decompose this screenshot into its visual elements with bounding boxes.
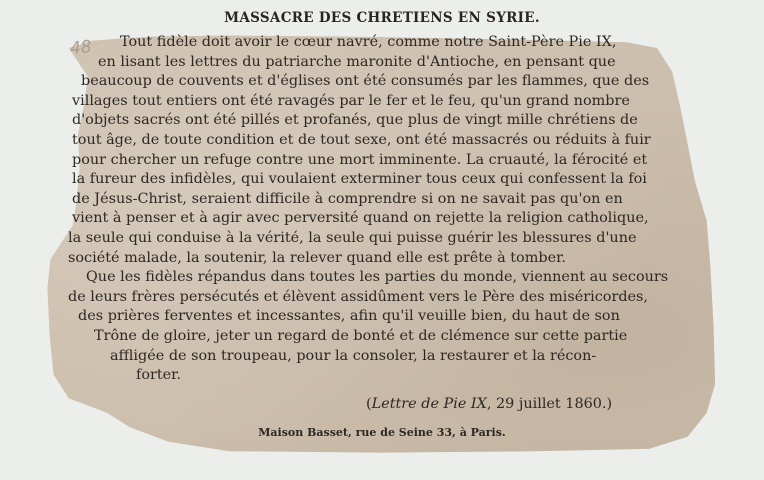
text-line: vient à penser et à agir avec perversité quand on rejette la religion catholique,: [72, 210, 649, 227]
pencil-mark: 48: [69, 36, 93, 60]
text-line: de leurs frères persécutés et élèvent assidûment vers le Père des miséricordes,: [68, 288, 649, 305]
text-line: la seule qui conduise à la vérité, la seule qui puisse guérir les blessures d'une: [68, 230, 637, 246]
signature-date: , 29 juillet 1860.): [486, 396, 613, 412]
text-line: forter.: [136, 367, 182, 384]
text-line: des prières ferventes et incessantes, afin qu'il veuille bien, du haut de son: [78, 308, 620, 325]
text-line: société malade, la soutenir, la relever quand elle est prête à tomber.: [68, 249, 566, 266]
text-line: pour chercher un refuge contre une mort imminente. La cruauté, la férocité et: [72, 151, 648, 168]
text-line: tout âge, de toute condition et de tout sexe, ont été massacrés ou réduits à fuir: [72, 132, 651, 148]
text-line: Trône de gloire, jeter un regard de bonté et de clémence sur cette partie: [94, 328, 628, 344]
text-line: en lisant les lettres du patriarche maronite d'Antioche, en pensant que: [98, 53, 616, 70]
text-line: affligée de son troupeau, pour la consoler, la restaurer et la récon-: [110, 347, 597, 364]
text-line: Tout fidèle doit avoir le cœur navré, comme notre Saint-Père Pie IX,: [120, 34, 617, 50]
printer-imprint: Maison Basset, rue de Seine 33, à Paris.: [258, 426, 506, 439]
signature-open: (: [366, 396, 372, 412]
text-line: Que les fidèles répandus dans toutes les parties du monde, viennent au secours: [86, 269, 669, 286]
signature-source: Lettre de Pie IX: [371, 396, 487, 412]
document-title: MASSACRE DES CHRETIENS EN SYRIE.: [224, 10, 540, 26]
text-line: de Jésus-Christ, seraient difficile à comprendre si on ne savait pas qu'on en: [72, 190, 623, 207]
text-line: beaucoup de couvents et d'églises ont été consumés par les flammes, que des: [81, 73, 650, 90]
text-line: la fureur des infidèles, qui voulaient exterminer tous ceux qui confessent la foi: [72, 171, 647, 188]
signature: [366, 396, 612, 412]
text-line: d'objets sacrés ont été pillés et profanés, que plus de vingt mille chrétiens de: [72, 112, 638, 129]
text-line: villages tout entiers ont été ravagés par le fer et le feu, qu'un grand nombre: [72, 92, 630, 109]
